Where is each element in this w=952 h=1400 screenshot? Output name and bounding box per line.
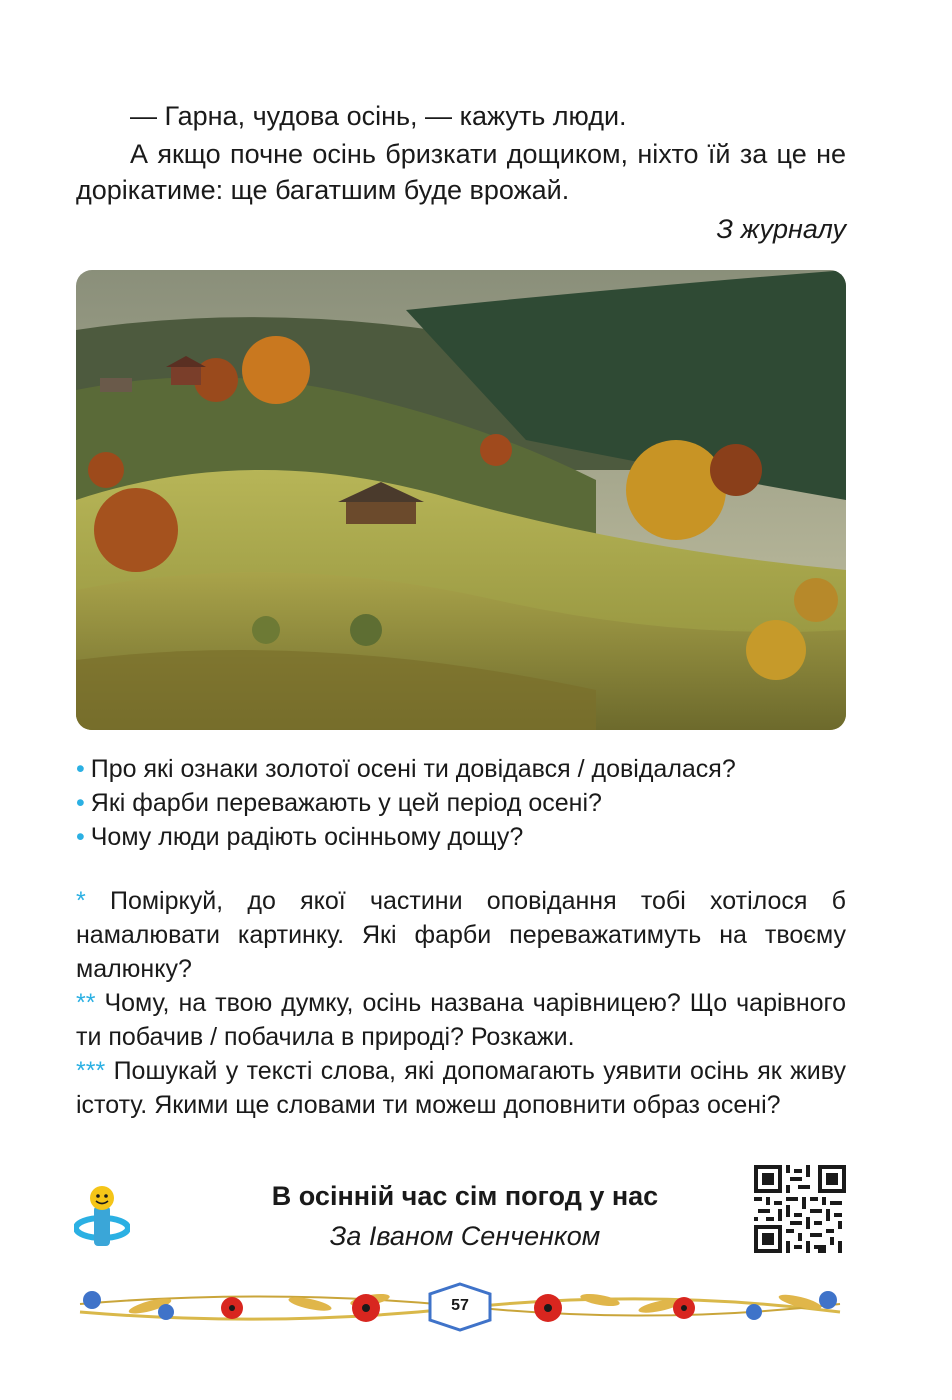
task-level-2-stars: ** [76,989,96,1017]
text-paragraph-2: А якщо почне осінь бризкати дощиком, ніхто їй за це не дорікатиме: ще багатшим буде врожай. [76,139,846,205]
bullet-icon: • [76,789,85,817]
question-item: • Які фарби переважають у цей період осені? [76,789,602,817]
qr-code-icon[interactable] [754,1165,846,1253]
source-label: З журналу [716,214,846,244]
question-item: • Про які ознаки золотої осені ти довідався / довідалася? [76,755,736,783]
task-2: ** Чому, на твою думку, осінь названа чарівницею? Що чарівного ти побачив / побачила в природі? Розкажи. [76,989,846,1051]
task-level-1-stars: * [76,887,86,915]
text-line-1: — Гарна, чудова осінь, — кажуть люди. [130,101,627,131]
task-1: * Поміркуй, до якої частини оповідання тобі хотілося б намалювати картинку. Які фарби переважатимуть на твоєму малюнку? [76,887,846,983]
page-number-badge [432,1290,488,1322]
next-story-title: В осінній час сім погод у нас [271,1181,659,1211]
next-story-author: За Іваном Сенченком [329,1221,601,1251]
smiley-info-icon [74,1184,130,1250]
bullet-icon: • [76,823,85,851]
autumn-landscape-photo [76,270,846,730]
question-item: • Чому люди радіють осінньому дощу? [76,823,524,851]
page-number: 57 [451,1297,469,1314]
bullet-icon: • [76,755,85,783]
questions-list [76,752,856,854]
task-3: *** Пошукай у тексті слова, які допомагають уявити осінь як живу істоту. Якими ще словами ти можеш доповнити образ осені? [76,1057,846,1119]
task-level-3-stars: *** [76,1057,106,1085]
